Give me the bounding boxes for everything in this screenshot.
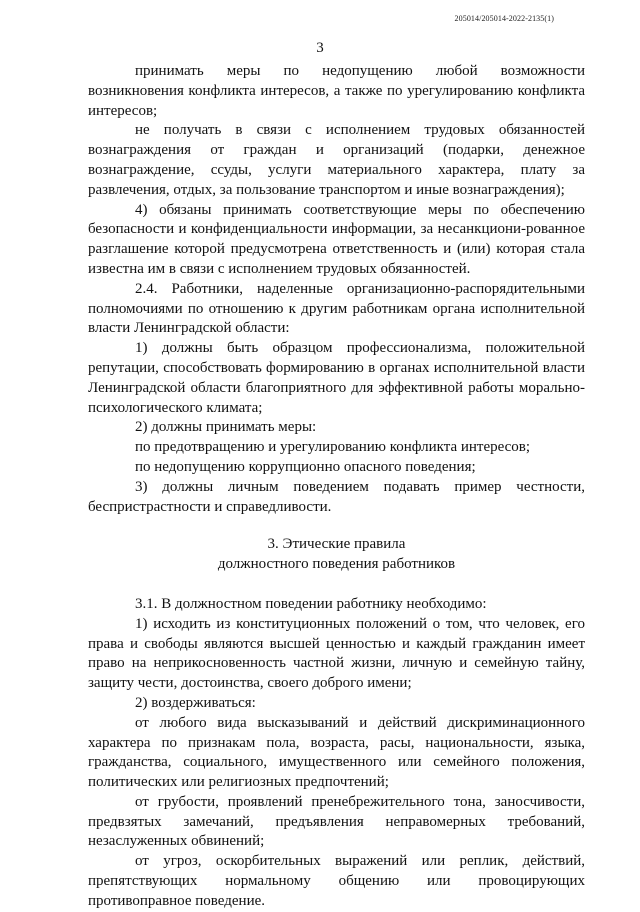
paragraph: от угроз, оскорбительных выражений или реплик, действий, препятствующих нормальному общению или провоцирующих противоправное поведение. <box>88 853 585 909</box>
paragraph: 4) обязаны принимать соответствующие меры по обеспечению безопасности и конфиденциальности информации, за несанкциони-рованное разглашение которой предусмотрена ответственность и (или) которая стала известна им в связи с исполнением трудовых обязанностей. <box>88 201 585 277</box>
document-id: 205014/205014-2022-2135(1) <box>454 14 554 23</box>
paragraph: принимать меры по недопущению любой возможности возникновения конфликта интересов, а также по урегулированию конфликта интересов; <box>88 63 585 119</box>
paragraph: 2.4. Работники, наделенные организационно-распорядительными полномочиями по отношению к другим работникам органа исполнительной власти Ленинградской области: <box>88 280 585 337</box>
paragraph: от любого вида высказываний и действий дискриминационного характера по признакам пола, возраста, расы, национальности, языка, гражданства, социального, имущественного или семейного положения, политических или религиозных предпочтений; <box>88 714 585 791</box>
document-body <box>88 62 585 912</box>
paragraph: не получать в связи с исполнением трудовых обязанностей вознаграждения от граждан и организаций (подарки, денежное вознаграждение, ссуды, услуги материального характера, плату за развлечения, отдых, за пользование транспортом и иные вознаграждения); <box>88 122 585 198</box>
section-subtitle: должностного поведения работников <box>217 556 456 573</box>
paragraph: 3.1. В должностном поведении работнику необходимо: <box>135 595 487 612</box>
paragraph: 1) исходить из конституционных положений о том, что человек, его права и свободы являются высшей ценностью и каждый гражданин имеет право на неприкосновенность частной жизни, личную и семейную тайну, защиту чести, достоинства, своего доброго имени; <box>88 615 585 692</box>
paragraph: 2) должны принимать меры: <box>135 419 317 436</box>
paragraph: от грубости, проявлений пренебрежительного тона, заносчивости, предвзятых замечаний, предъявления неправомерных требований, незаслуженных обвинений; <box>88 793 585 850</box>
paragraph: по недопущению коррупционно опасного поведения; <box>135 458 476 475</box>
page-number: 3 <box>316 40 324 56</box>
paragraph: 2) воздерживаться: <box>135 694 256 711</box>
paragraph: по предотвращению и урегулированию конфликта интересов; <box>135 439 531 456</box>
paragraph: 3) должны личным поведением подавать пример честности, беспристрастности и справедливости. <box>88 478 585 515</box>
section-title: 3. Этические правила <box>267 536 406 553</box>
paragraph: 1) должны быть образцом профессионализма, положительной репутации, способствовать формированию в органах исполнительной власти Ленинградской области благоприятного для эффективной работы морально-психологического климата; <box>88 340 585 416</box>
